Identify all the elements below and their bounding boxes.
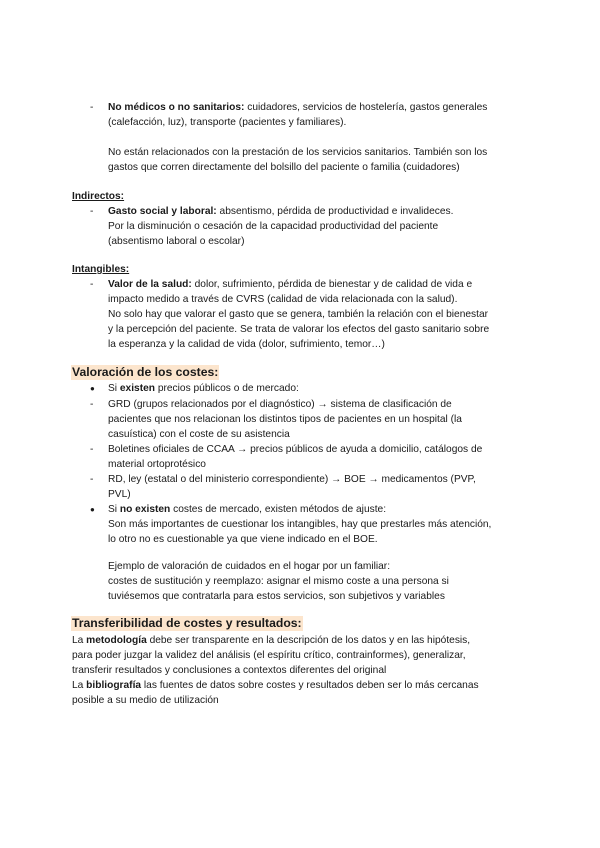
intangibles-note2: lo otro no es cuestionable ya que viene indicado en el BOE. [108,534,378,545]
metodologia-line2: para poder juzgar la validez del análisis (el espíritu crítico, contrainformes), generalizar, [72,650,466,661]
indirectos-line3: (absentismo laboral o escolar) [108,236,245,247]
list-dash: - [90,206,94,217]
intangibles-line4: y la percepción del paciente. Se trata de valorar los efectos del gasto sanitario sobre [108,324,490,335]
ejemplo-line1: Ejemplo de valoración de cuidados en el hogar por un familiar: [108,561,391,572]
valoracion-item2: Si no existen costes de mercado, existen métodos de ajuste: [108,504,387,515]
bibliografia-line2: posible a su medio de utilización [72,695,219,706]
intangibles-line5: la esperanza y la calidad de vida (dolor, sufrimiento, temor…) [108,339,385,350]
intangibles-line3: No solo hay que valorar el gasto que se genera, también la relación con el bienestar [108,309,489,320]
indirectos-line2: Por la disminución o cesación de la capacidad productividad del paciente [108,221,439,232]
intangibles-line2: impacto medido a través de CVRS (calidad de vida relacionada con la salud). [108,294,458,305]
no-medicos-note1: No están relacionados con la prestación de los servicios sanitarios. También son los [108,147,488,158]
no-medicos-line1: No médicos o no sanitarios: cuidadores, servicios de hostelería, gastos generales [108,102,488,113]
valoracion-item1: Si existen precios públicos o de mercado: [108,383,299,394]
no-medicos-line2: (calefacción, luz), transporte (pacientes y familiares). [108,117,347,128]
list-dash: - [90,102,94,113]
no-medicos-note2: gastos que corren directamente del bolsillo del paciente o familia (cuidadores) [108,162,460,173]
rd-line2: PVL) [108,489,131,500]
bibliografia-line1: La bibliografía las fuentes de datos sobre costes y resultados deben ser lo más cercanas [72,680,479,691]
intangibles-heading: Intangibles: [72,264,130,275]
indirectos-line1: Gasto social y laboral: absentismo, pérdida de productividad e invalideces. [108,206,454,217]
boletines-line1: Boletines oficiales de CCAA → precios públicos de ayuda a domicilio, catálogos de [108,444,483,455]
list-dash: - [90,474,94,485]
grd-line3: casuística) con el coste de su asistencia [108,429,290,440]
grd-line1: GRD (grupos relacionados por el diagnóstico) → sistema de clasificación de [108,399,452,410]
list-dash: - [90,399,94,410]
ejemplo-line2: costes de sustitución y reemplazo: asignar el mismo coste a una persona si [108,576,449,587]
ejemplo-line3: tuviésemos que contratarla para estos servicios, son subjetivos y variables [108,591,445,602]
metodologia-line1: La metodología debe ser transparente en la descripción de los datos y en las hipótesis, [72,635,471,646]
boletines-line2: material ortoprotésico [108,459,206,470]
bullet-icon: ● [90,384,95,393]
transferibilidad-heading: Transferibilidad de costes y resultados: [72,616,302,630]
list-dash: - [90,279,94,290]
grd-line2: pacientes que nos relacionan los distintos tipos de pacientes en un hospital (la [108,414,462,425]
metodologia-line3: transferir resultados y conclusiones a contextos diferentes del original [72,665,387,676]
intangibles-line1: Valor de la salud: dolor, sufrimiento, pérdida de bienestar y de calidad de vida e [108,279,473,290]
indirectos-heading: Indirectos: [72,191,125,202]
list-dash: - [90,444,94,455]
bullet-icon: ● [90,505,95,514]
valoracion-heading: Valoración de los costes: [72,365,219,379]
intangibles-note1: Son más importantes de cuestionar los intangibles, hay que prestarles más atención, [108,519,492,530]
rd-line1: RD, ley (estatal o del ministerio correspondiente) → BOE → medicamentos (PVP, [108,474,476,485]
